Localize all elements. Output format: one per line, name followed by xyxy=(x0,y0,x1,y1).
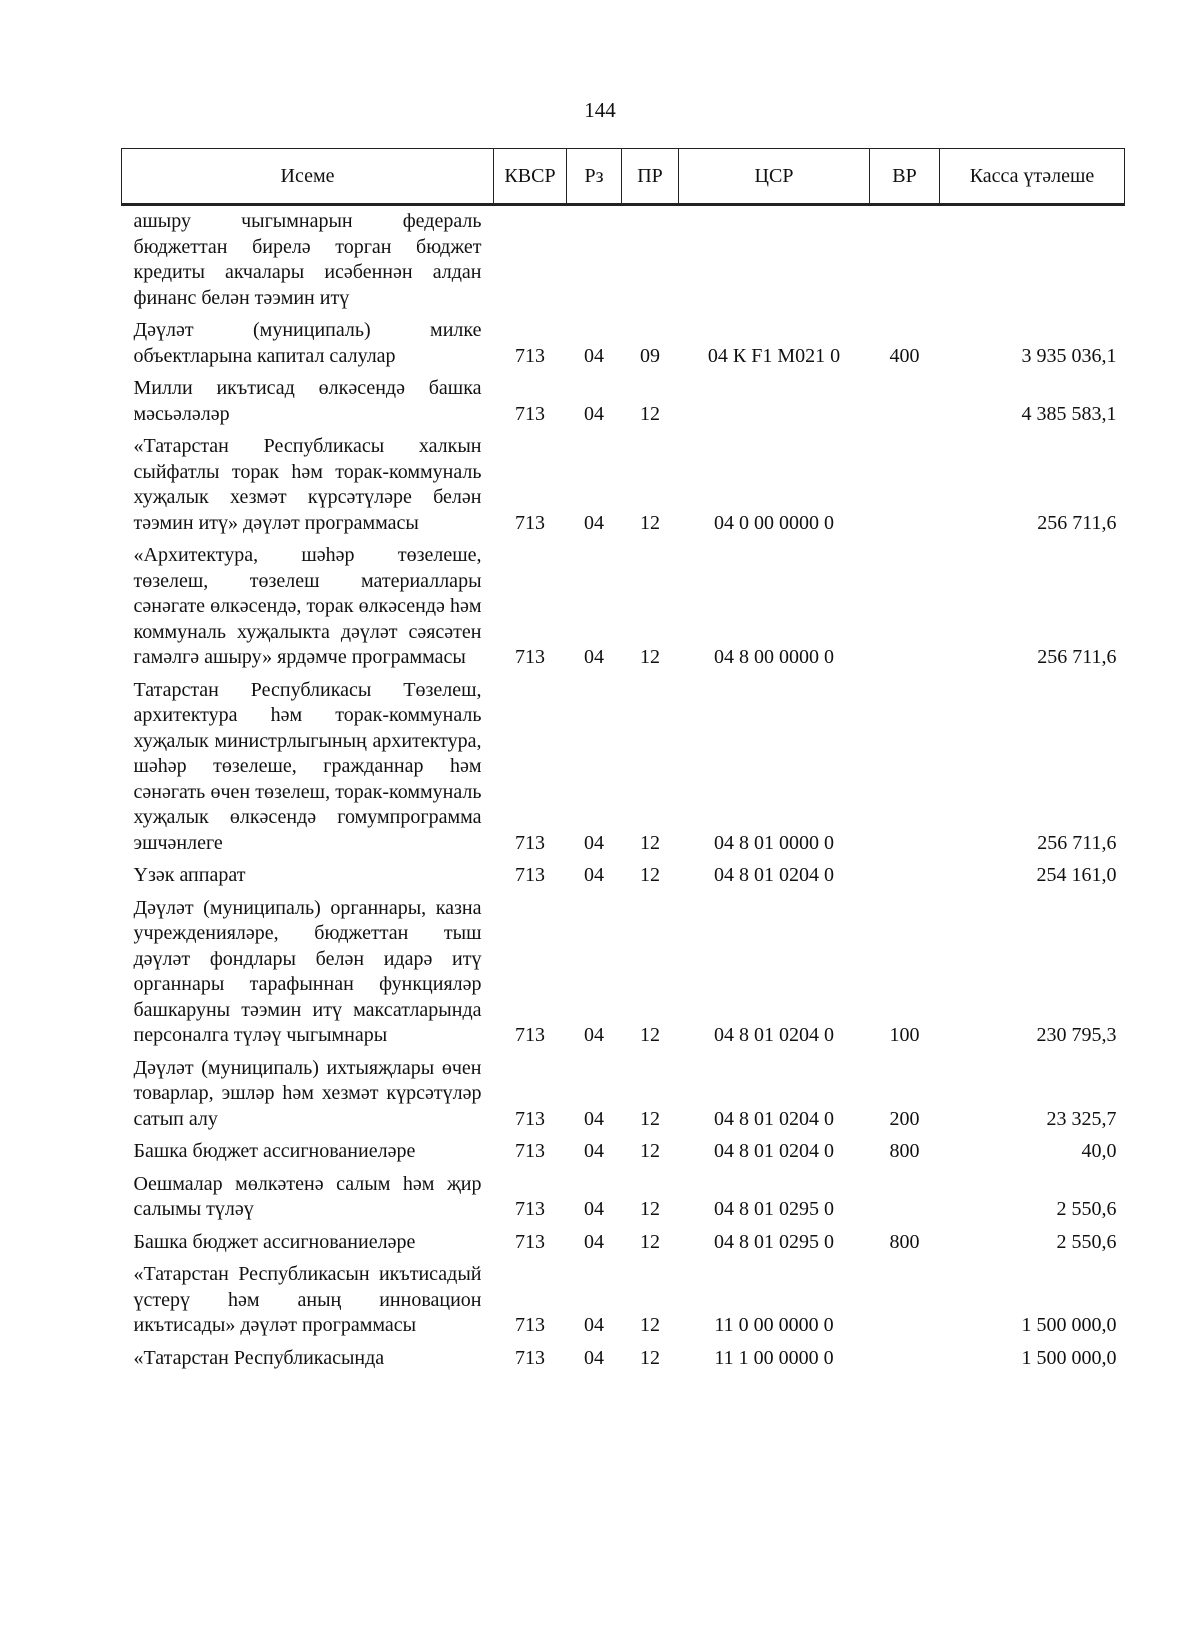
cell-name: Башка бюджет ассигнованиеләре xyxy=(133,1140,416,1162)
table-row xyxy=(122,1343,1125,1376)
table-row xyxy=(122,675,1125,861)
table-row xyxy=(122,373,1125,431)
header-pr: ПР xyxy=(622,149,679,205)
cell-name: Башка бюджет ассигнованиеләре xyxy=(133,1230,416,1253)
cell-name: ашыру чыгымнарын федераль бюджеттан бирелә торган бюджет кредиты акчалары исәбеннән алдан финанс белән тәэмин итү xyxy=(133,210,482,309)
cell-kvsr: 713 xyxy=(515,831,545,854)
table-row xyxy=(122,1136,1125,1169)
cell-vr xyxy=(870,1343,940,1376)
cell-vr: 200 xyxy=(889,1107,920,1130)
cell-kvsr: 713 xyxy=(515,1140,545,1162)
header-name: Исеме xyxy=(122,149,494,205)
cell-csr: 11 0 00 0000 0 xyxy=(714,1314,834,1336)
cell-vr: 100 xyxy=(889,1024,920,1046)
cell-rz: 04 xyxy=(584,831,604,854)
cell-vr xyxy=(870,675,940,861)
cell-name: «Архитектура, шәһәр төзелеше, төзелеш, төзелеш материаллары сәнәгате өлкәсендә, торак өлкәсендә һәм коммуналь хуҗалыкта дәүләт сәясәтен гамәлгә ашыру» ярдәмче программасы xyxy=(133,544,482,668)
cell-kvsr: 713 xyxy=(515,344,545,367)
cell-rz: 04 xyxy=(584,864,604,886)
cell-csr: 11 1 00 0000 0 xyxy=(714,1346,834,1369)
cell-amount: 2 550,6 xyxy=(1056,1198,1117,1220)
cell-kvsr: 713 xyxy=(515,1314,545,1336)
cell-csr: 04 0 00 0000 0 xyxy=(714,511,834,534)
cell-rz: 04 xyxy=(584,344,604,367)
cell-rz: 04 xyxy=(584,1024,604,1046)
cell-name: Дәүләт (муниципаль) милке объектларына капитал салулар xyxy=(133,319,482,367)
cell-name: Дәүләт (муниципаль) органнары, казна учрежденияләре, бюджеттан тыш дәүләт фондлары белән идарә итү органнары тарафыннан функцияләр башкаруны тәэмин итү максатларында персоналга түләү чыгымнары xyxy=(133,896,482,1046)
cell-csr xyxy=(679,373,870,431)
cell-kvsr: 713 xyxy=(515,511,545,534)
cell-rz: 04 xyxy=(584,1140,604,1162)
cell-amount: 256 711,6 xyxy=(1037,831,1117,854)
cell-pr xyxy=(622,205,679,316)
cell-kvsr xyxy=(494,205,567,316)
cell-pr: 12 xyxy=(640,864,660,886)
cell-vr xyxy=(870,373,940,431)
cell-rz: 04 xyxy=(584,1107,604,1130)
cell-pr: 12 xyxy=(640,1107,660,1130)
cell-pr: 12 xyxy=(640,1140,660,1162)
table-row xyxy=(122,540,1125,675)
cell-amount: 23 325,7 xyxy=(1046,1107,1117,1130)
cell-pr: 12 xyxy=(640,1024,660,1046)
cell-csr: 04 8 01 0295 0 xyxy=(714,1198,834,1220)
cell-name: Оешмалар мөлкәтенә салым һәм җир салымы түләү xyxy=(133,1172,482,1220)
table-header xyxy=(122,149,1125,205)
cell-rz: 04 xyxy=(584,1230,604,1253)
cell-vr: 800 xyxy=(889,1140,920,1162)
table-row xyxy=(122,1169,1125,1227)
table-row xyxy=(122,860,1125,893)
cell-rz: 04 xyxy=(584,1198,604,1220)
cell-amount: 3 935 036,1 xyxy=(1021,344,1117,367)
header-amount: Касса үтәлеше xyxy=(940,149,1125,205)
cell-csr: 04 8 01 0204 0 xyxy=(714,1024,834,1046)
cell-amount: 40,0 xyxy=(1081,1140,1117,1162)
cell-amount: 1 500 000,0 xyxy=(1021,1346,1117,1369)
cell-vr xyxy=(870,860,940,893)
cell-kvsr: 713 xyxy=(515,402,545,425)
table-row xyxy=(122,1227,1125,1260)
cell-rz: 04 xyxy=(584,402,604,425)
cell-amount: 4 385 583,1 xyxy=(1021,402,1117,425)
cell-pr: 12 xyxy=(640,1230,660,1253)
cell-rz: 04 xyxy=(584,646,604,668)
cell-csr: 04 8 01 0204 0 xyxy=(714,864,834,886)
cell-csr xyxy=(679,205,870,316)
cell-name: «Татарстан Республикасы халкын сыйфатлы торак һәм торак-коммуналь хуҗалык хезмәт күрсәтүләре белән тәэмин итү» дәүләт программасы xyxy=(133,435,482,534)
header-rz: Рз xyxy=(567,149,622,205)
cell-pr: 12 xyxy=(640,1314,660,1336)
cell-pr: 12 xyxy=(640,1346,660,1369)
table-body xyxy=(122,205,1125,1376)
cell-pr: 12 xyxy=(640,646,660,668)
cell-amount: 256 711,6 xyxy=(1037,646,1117,668)
cell-vr xyxy=(870,1169,940,1227)
cell-kvsr: 713 xyxy=(515,1198,545,1220)
cell-kvsr: 713 xyxy=(515,1024,545,1046)
header-kvsr: КВСР xyxy=(494,149,567,205)
table-row xyxy=(122,315,1125,373)
cell-pr: 09 xyxy=(640,344,660,367)
cell-name: «Татарстан Республикасында xyxy=(133,1346,385,1369)
page-number: 144 xyxy=(584,98,616,122)
cell-kvsr: 713 xyxy=(515,1230,545,1253)
cell-rz: 04 xyxy=(584,1346,604,1369)
cell-pr: 12 xyxy=(640,402,660,425)
cell-vr xyxy=(870,205,940,316)
cell-csr: 04 8 00 0000 0 xyxy=(714,646,834,668)
cell-name: Дәүләт (муниципаль) ихтыяҗлары өчен товарлар, эшләр һәм хезмәт күрсәтүләр сатып алу xyxy=(133,1056,482,1130)
cell-csr: 04 8 01 0204 0 xyxy=(714,1107,834,1130)
table-row xyxy=(122,1259,1125,1343)
header-vr: ВР xyxy=(870,149,940,205)
cell-vr: 400 xyxy=(889,344,920,367)
cell-name: «Татарстан Республикасын икътисадый үстерү һәм аның инновацион икътисады» дәүләт программасы xyxy=(133,1263,482,1336)
header-csr: ЦСР xyxy=(679,149,870,205)
cell-name: Милли икътисад өлкәсендә башка мәсьәләләр xyxy=(133,377,482,425)
cell-pr: 12 xyxy=(640,511,660,534)
cell-amount: 230 795,3 xyxy=(1036,1024,1117,1046)
table-row xyxy=(122,893,1125,1053)
cell-amount xyxy=(940,205,1125,316)
cell-vr: 800 xyxy=(889,1230,920,1253)
cell-csr: 04 К F1 М021 0 xyxy=(707,344,841,367)
cell-kvsr: 713 xyxy=(515,646,545,668)
cell-rz xyxy=(567,205,622,316)
cell-name: Татарстан Республикасы Төзелеш, архитектура һәм торак-коммуналь хуҗалык министрлыгының архитектура, шәһәр төзелеше, гражданнар һәм сәнәгать өчен төзелеш, торак-коммуналь хуҗалык өлкәсендә гомумпрограмма эшчәнлеге xyxy=(133,678,482,854)
cell-kvsr: 713 xyxy=(515,1107,545,1130)
table-row xyxy=(122,431,1125,540)
cell-vr xyxy=(870,431,940,540)
table-row xyxy=(122,1053,1125,1137)
cell-rz: 04 xyxy=(584,511,604,534)
cell-vr xyxy=(870,1259,940,1343)
cell-amount: 254 161,0 xyxy=(1036,864,1117,886)
cell-csr: 04 8 01 0000 0 xyxy=(714,831,834,854)
budget-table xyxy=(121,148,1125,1375)
cell-amount: 2 550,6 xyxy=(1056,1230,1117,1253)
cell-pr: 12 xyxy=(640,1198,660,1220)
cell-amount: 256 711,6 xyxy=(1037,511,1117,534)
cell-kvsr: 713 xyxy=(515,1346,545,1369)
cell-pr: 12 xyxy=(640,831,660,854)
cell-amount: 1 500 000,0 xyxy=(1021,1314,1117,1336)
cell-kvsr: 713 xyxy=(515,864,545,886)
cell-name: Үзәк аппарат xyxy=(133,864,246,886)
table-row xyxy=(122,205,1125,316)
cell-vr xyxy=(870,540,940,675)
cell-csr: 04 8 01 0295 0 xyxy=(714,1230,834,1253)
cell-rz: 04 xyxy=(584,1314,604,1336)
cell-csr: 04 8 01 0204 0 xyxy=(714,1140,834,1162)
